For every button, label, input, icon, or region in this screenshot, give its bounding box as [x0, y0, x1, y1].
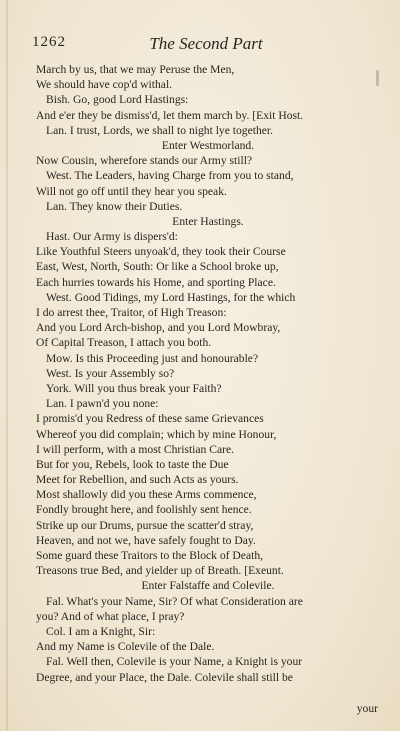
text-line: Fal. Well then, Colevile is your Name, a Knight is your: [46, 655, 303, 669]
play-text: [36, 62, 380, 685]
text-line: Enter Falstaffe and Colevile.: [141, 579, 275, 593]
text-line: East, West, North, South: Or like a School broke up,: [36, 260, 279, 274]
page-gutter-shadow: [6, 0, 8, 731]
text-line: We should have cop'd withal.: [36, 78, 173, 92]
text-line: Like Youthful Steers unyoak'd, they took their Course: [36, 245, 286, 259]
text-line: Treasons true Bed, and yielder up of Breath. [Exeunt.: [36, 564, 284, 578]
text-line: Now Cousin, wherefore stands our Army still?: [36, 154, 253, 168]
text-line: West. Is your Assembly so?: [46, 366, 175, 380]
catchword: your: [356, 702, 378, 715]
text-line: Will not go off until they hear you speak.: [36, 184, 227, 198]
text-line: Fondly brought here, and foolishly sent hence.: [36, 503, 252, 517]
text-line: March by us, that we may Peruse the Men,: [36, 63, 235, 76]
text-line: And e'er they be dismiss'd, let them march by. [Exit Host.: [36, 108, 304, 122]
text-line: Most shallowly did you these Arms commence,: [36, 488, 257, 502]
text-line: Lan. They know their Duties.: [46, 199, 183, 213]
text-line: I promis'd you Redress of these same Grievances: [36, 412, 264, 426]
running-title: The Second Part: [149, 34, 263, 53]
text-line: I will perform, with a most Christian Care.: [36, 442, 235, 456]
text-line: And you Lord Arch-bishop, and you Lord Mowbray,: [36, 321, 281, 335]
text-line: Lan. I trust, Lords, we shall to night lye together.: [46, 123, 274, 137]
text-line: York. Will you thus break your Faith?: [46, 381, 222, 395]
text-line: Col. I am a Knight, Sir:: [46, 624, 156, 638]
text-line: Mow. Is this Proceeding just and honourable?: [46, 351, 259, 365]
text-line: Degree, and your Place, the Dale. Colevile shall still be: [36, 670, 293, 684]
text-line: But for you, Rebels, look to taste the Due: [36, 457, 229, 471]
text-line: Hast. Our Army is dispers'd:: [46, 230, 178, 244]
text-line: Strike up our Drums, pursue the scatter'd stray,: [36, 518, 254, 532]
text-line: Of Capital Treason, I attach you both.: [36, 336, 212, 350]
text-line: you? And of what place, I pray?: [36, 609, 185, 623]
page-number: 1262: [32, 34, 66, 50]
page-header: [32, 34, 380, 54]
text-line: Enter Westmorland.: [161, 138, 255, 152]
text-line: Some guard these Traitors to the Block of Death,: [36, 549, 264, 562]
text-line: Bish. Go, good Lord Hastings:: [46, 93, 189, 107]
text-line: West. Good Tidings, my Lord Hastings, for the which: [46, 290, 296, 304]
text-line: Each hurries towards his Home, and sporting Place.: [36, 275, 276, 289]
text-line: Lan. I pawn'd you none:: [46, 397, 159, 411]
text-line: Heaven, and not we, have safely fought to Day.: [36, 533, 256, 547]
text-line: West. The Leaders, having Charge from you to stand,: [46, 169, 294, 183]
text-line: Enter Hastings.: [172, 214, 244, 228]
text-line: Whereof you did complain; which by mine Honour,: [36, 427, 277, 441]
text-line: And my Name is Colevile of the Dale.: [36, 640, 215, 654]
text-line: I do arrest thee, Traitor, of High Treason:: [36, 306, 227, 319]
text-line: Fal. What's your Name, Sir? Of what Consideration are: [46, 594, 303, 608]
text-line: Meet for Rebellion, and such Acts as yours.: [36, 473, 239, 487]
